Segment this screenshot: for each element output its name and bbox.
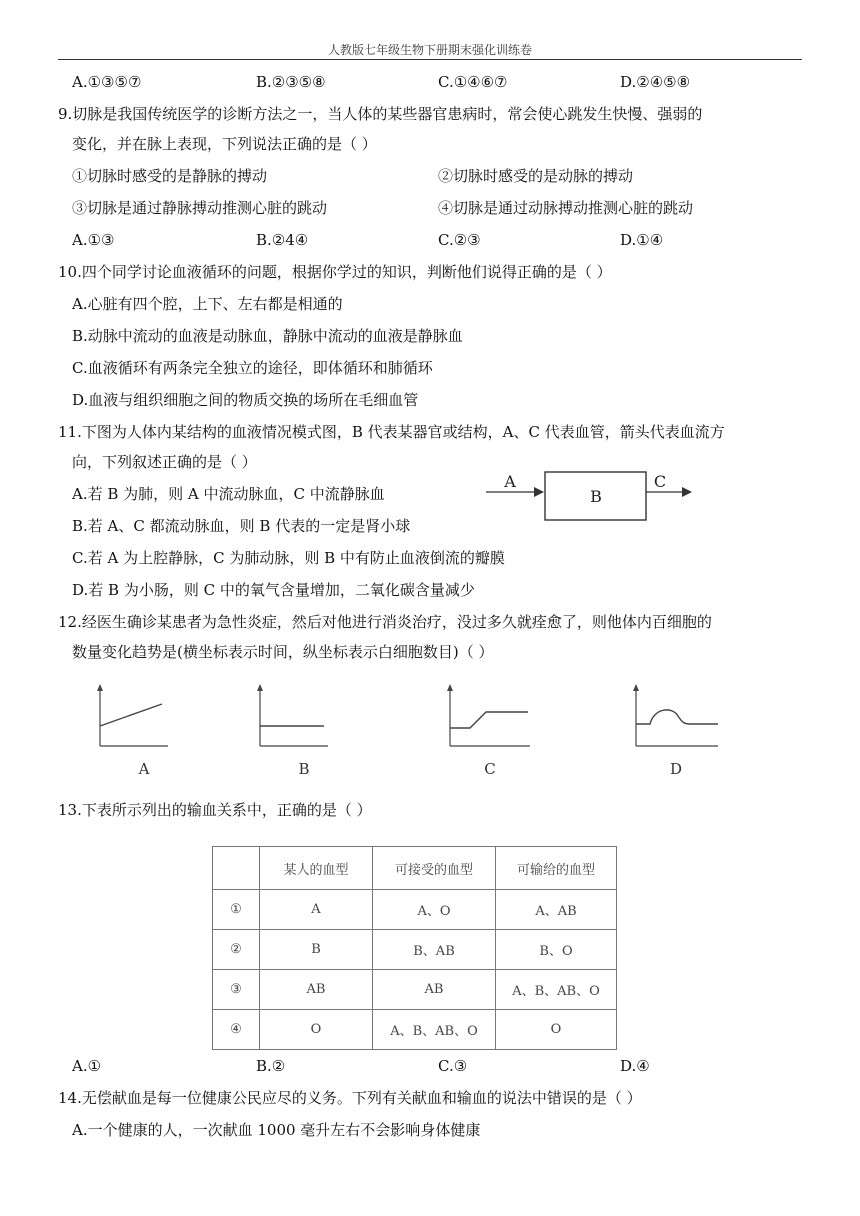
trend-line-peak bbox=[636, 710, 718, 724]
table-row bbox=[213, 970, 617, 1010]
trend-line-step-up bbox=[450, 712, 528, 728]
table-cell: A、B、AB、O bbox=[496, 970, 617, 1010]
q9-stem-line2: 变化，并在脉上表现，下列说法正确的是（ ） bbox=[72, 135, 377, 153]
q11-option-b: B.若 A、C 都流动脉血，则 B 代表的一定是肾小球 bbox=[72, 517, 411, 535]
trend-line-rising bbox=[100, 704, 162, 726]
table-cell: B、O bbox=[496, 930, 617, 970]
q10-option-d: D.血液与组织细胞之间的物质交换的场所在毛细血管 bbox=[72, 391, 419, 409]
graph-c bbox=[444, 684, 544, 784]
page-header-title: 人教版七年级生物下册期末强化训练卷 bbox=[327, 43, 532, 57]
q11-option-d: D.若 B 为小肠，则 C 中的氧气含量增加，二氧化碳含量减少 bbox=[72, 581, 475, 599]
q11-stem-line2: 向，下列叙述正确的是（ ） bbox=[72, 453, 257, 471]
y-arrow-icon bbox=[447, 684, 453, 691]
table-header-cell: 某人的血型 bbox=[260, 847, 373, 890]
y-arrow-icon bbox=[257, 684, 263, 691]
q9-statement-2: ②切脉时感受的是动脉的搏动 bbox=[438, 167, 634, 185]
q10-option-c: C.血液循环有两条完全独立的途径，即体循环和肺循环 bbox=[72, 359, 433, 377]
q13-option-d: D.④ bbox=[620, 1057, 650, 1075]
table-cell: B bbox=[260, 930, 373, 970]
q11-stem-line1: 11.下图为人体内某结构的血液情况模式图，B 代表某器官或结构，A、C 代表血管，箭头代表血流方 bbox=[58, 423, 725, 441]
table-header-cell: 可接受的血型 bbox=[373, 847, 496, 890]
table-cell: A、B、AB、O bbox=[373, 1010, 496, 1050]
q8-option-b: B.②③⑤⑧ bbox=[256, 73, 326, 91]
blood-flow-diagram bbox=[486, 470, 696, 526]
graph-label-b: B bbox=[298, 760, 310, 778]
q9-statement-4: ④切脉是通过动脉搏动推测心脏的跳动 bbox=[438, 199, 694, 217]
graph-b bbox=[254, 684, 354, 784]
q14-stem: 14.无偿献血是每一位健康公民应尽的义务。下列有关献血和输血的说法中错误的是（ ） bbox=[58, 1089, 642, 1107]
table-cell: A bbox=[260, 890, 373, 930]
table-header-cell: 可输给的血型 bbox=[496, 847, 617, 890]
q9-option-b: B.②4④ bbox=[256, 231, 309, 249]
graph-a bbox=[94, 684, 194, 784]
table-cell: A、AB bbox=[496, 890, 617, 930]
table-row bbox=[213, 890, 617, 930]
q13-stem: 13.下表所示列出的输血关系中，正确的是（ ） bbox=[58, 801, 372, 819]
table-row bbox=[213, 930, 617, 970]
q14-option-a: A.一个健康的人，一次献血 1000 毫升左右不会影响身体健康 bbox=[72, 1121, 481, 1139]
table-cell: O bbox=[496, 1010, 617, 1050]
table-cell: A、O bbox=[373, 890, 496, 930]
y-arrow-icon bbox=[97, 684, 103, 691]
q9-statement-1: ①切脉时感受的是静脉的搏动 bbox=[72, 167, 268, 185]
q11-option-a: A.若 B 为肺，则 A 中流动脉血，C 中流静脉血 bbox=[72, 485, 385, 503]
arrow-c-head-icon bbox=[682, 487, 692, 497]
q10-option-b: B.动脉中流动的血液是动脉血，静脉中流动的血液是静脉血 bbox=[72, 327, 463, 345]
graph-label-d: D bbox=[669, 760, 683, 778]
table-cell: AB bbox=[260, 970, 373, 1010]
q9-option-d: D.①④ bbox=[620, 231, 664, 249]
q13-option-c: C.③ bbox=[438, 1057, 468, 1075]
q9-option-c: C.②③ bbox=[438, 231, 481, 249]
diagram-label-a: A bbox=[504, 472, 516, 491]
table-header-cell bbox=[213, 847, 260, 890]
table-cell: ④ bbox=[213, 1010, 260, 1050]
table-cell: ② bbox=[213, 930, 260, 970]
graph-label-a: A bbox=[138, 760, 150, 778]
q12-stem-line1: 12.经医生确诊某患者为急性炎症，然后对他进行消炎治疗，没过多久就痊愈了，则他体内百细胞的 bbox=[58, 613, 712, 631]
q12-stem-line2: 数量变化趋势是(横坐标表示时间，纵坐标表示白细胞数目)（ ） bbox=[72, 643, 494, 661]
q9-option-a: A.①③ bbox=[72, 231, 115, 249]
table-row bbox=[213, 1010, 617, 1050]
diagram-label-c: C bbox=[653, 472, 667, 491]
q10-stem: 10.四个同学讨论血液循环的问题，根据你学过的知识，判断他们说得正确的是（ ） bbox=[58, 263, 612, 281]
table-cell: B、AB bbox=[373, 930, 496, 970]
q9-stem-line1: 9.切脉是我国传统医学的诊断方法之一，当人体的某些器官患病时，常会使心跳发生快慢、强弱的 bbox=[58, 105, 703, 123]
arrow-a-head-icon bbox=[534, 487, 544, 497]
q11-option-c: C.若 A 为上腔静脉，C 为肺动脉，则 B 中有防止血液倒流的瓣膜 bbox=[72, 549, 505, 567]
graph-d bbox=[630, 684, 730, 784]
q13-option-b: B.② bbox=[256, 1057, 286, 1075]
q8-option-c: C.①④⑥⑦ bbox=[438, 73, 508, 91]
table-cell: O bbox=[260, 1010, 373, 1050]
y-arrow-icon bbox=[633, 684, 639, 691]
q9-statement-3: ③切脉是通过静脉搏动推测心脏的跳动 bbox=[72, 199, 328, 217]
q10-option-a: A.心脏有四个腔，上下、左右都是相通的 bbox=[72, 295, 343, 313]
table-cell: AB bbox=[373, 970, 496, 1010]
table-header-row bbox=[213, 847, 617, 890]
q8-option-a: A.①③⑤⑦ bbox=[72, 73, 142, 91]
diagram-label-b: B bbox=[590, 487, 602, 506]
graph-label-c: C bbox=[484, 760, 496, 778]
table-cell: ③ bbox=[213, 970, 260, 1010]
blood-type-table bbox=[212, 846, 617, 1050]
q8-option-d: D.②④⑤⑧ bbox=[620, 73, 691, 91]
header-rule bbox=[58, 59, 802, 60]
q13-option-a: A.① bbox=[72, 1057, 102, 1075]
table-cell: ① bbox=[213, 890, 260, 930]
